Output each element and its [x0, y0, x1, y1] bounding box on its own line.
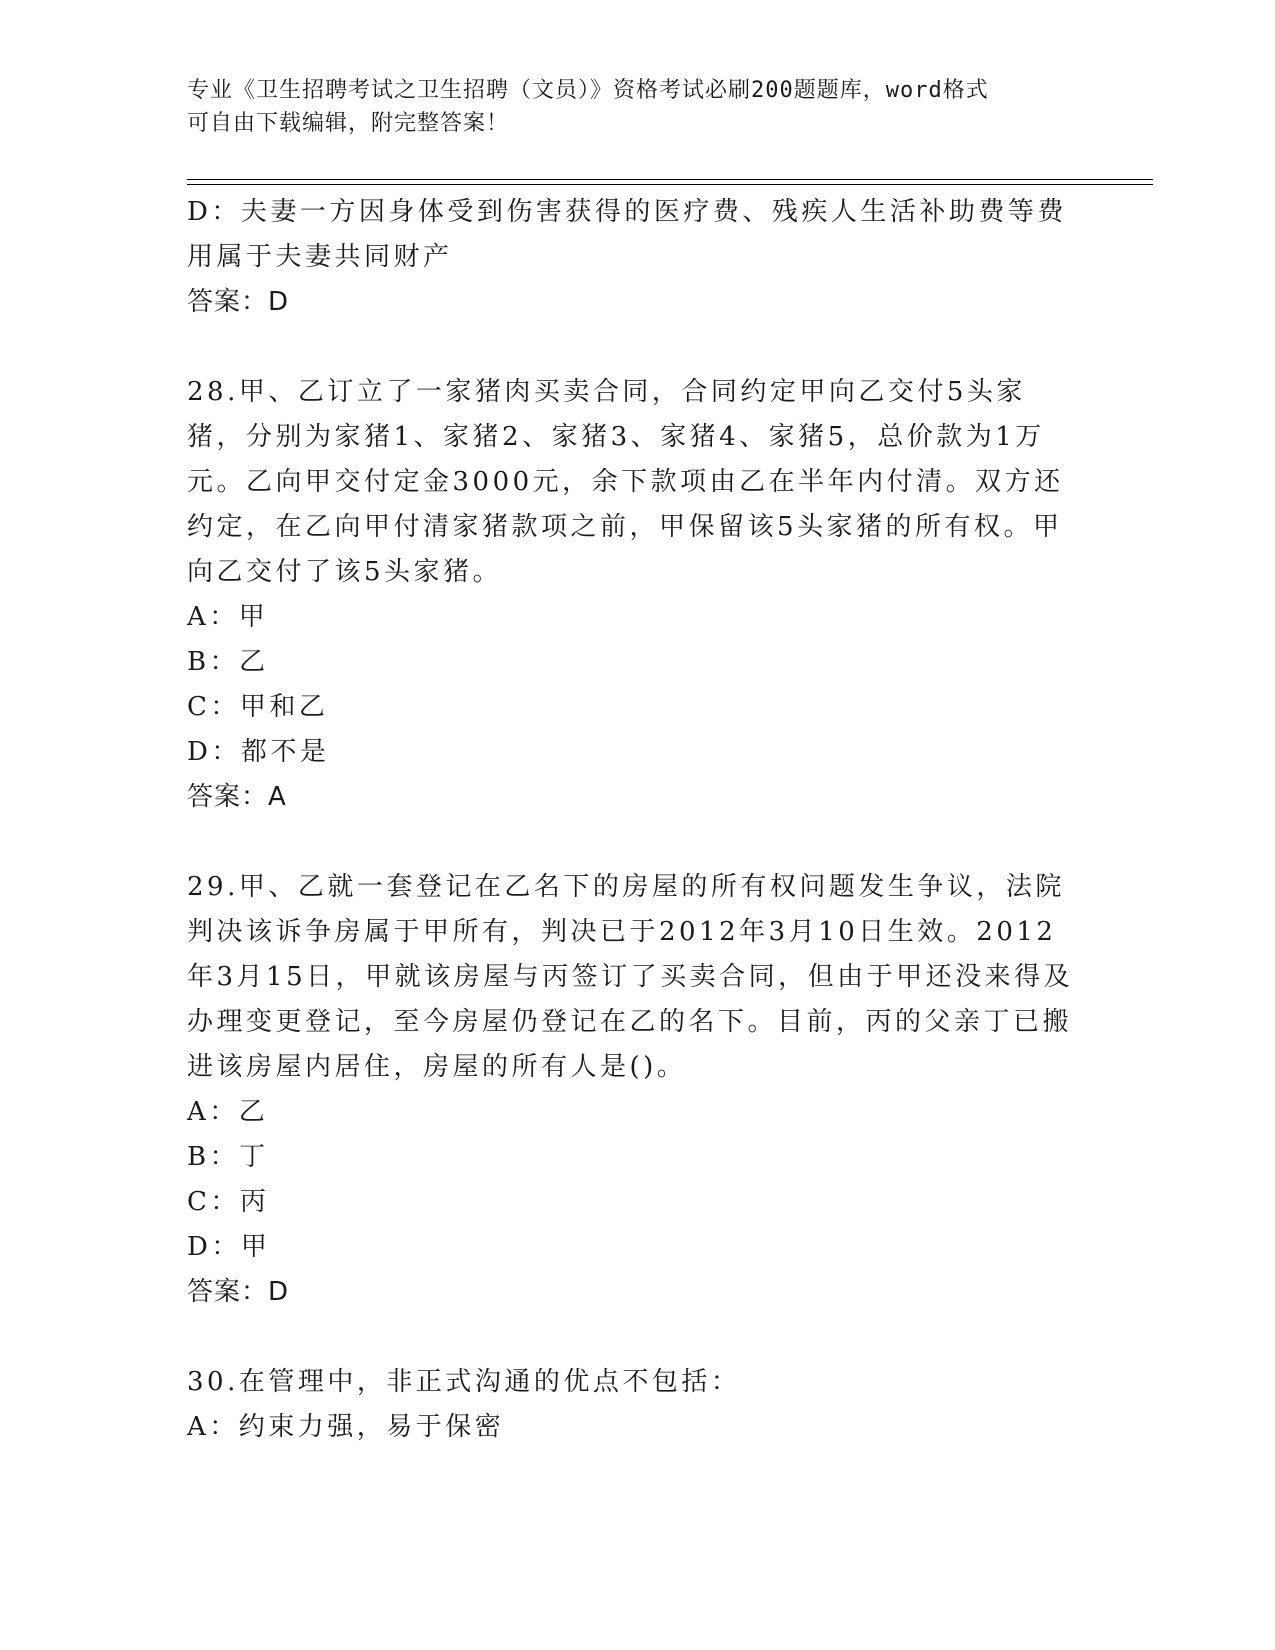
header-title-line-1: 专业《卫生招聘考试之卫生招聘（文员）》资格考试必刷200题题库，word格式 [187, 78, 989, 103]
option-a: A：乙 [187, 1097, 269, 1127]
header-title-line-2: 可自由下载编辑，附完整答案！ [187, 111, 510, 136]
option-b: B：乙 [187, 647, 269, 677]
document-header [187, 74, 1077, 140]
answer-line: 答案：D [187, 287, 290, 317]
question-28 [187, 370, 1077, 820]
spacer [187, 325, 1077, 370]
document-body [187, 190, 1077, 1450]
question-stem: 28.甲、乙订立了一家猪肉买卖合同，合同约定甲向乙交付5头家猪，分别为家猪1、家猪2、家猪3、家猪4、家猪5，总价款为1万元。乙向甲交付定金3000元，余下款项由乙在半年内付清。双方还约定，在乙向甲付清家猪款项之前，甲保留该5头家猪的所有权。甲向乙交付了该5头家猪。 [187, 377, 1064, 587]
option-b: B：丁 [187, 1142, 269, 1172]
option-d: D：夫妻一方因身体受到伤害获得的医疗费、残疾人生活补助费等费用属于夫妻共同财产 [187, 197, 1067, 272]
question-stem: 29.甲、乙就一套登记在乙名下的房屋的所有权问题发生争议，法院判决该诉争房属于甲所有，判决已于2012年3月10日生效。2012年3月15日，甲就该房屋与丙签订了买卖合同，但由于甲还没来得及办理变更登记，至今房屋仍登记在乙的名下。目前，丙的父亲丁已搬进该房屋内居住，房屋的所有人是()。 [187, 872, 1074, 1082]
question-29 [187, 865, 1077, 1315]
spacer [187, 820, 1077, 865]
option-d: D：都不是 [187, 737, 330, 767]
option-c: C：丙 [187, 1187, 270, 1217]
answer-line: 答案：A [187, 782, 287, 812]
header-rule-top [187, 179, 1153, 180]
option-d: D：甲 [187, 1232, 271, 1262]
question-27-tail [187, 190, 1077, 325]
header-rule-bottom [187, 184, 1153, 185]
question-30 [187, 1360, 1077, 1450]
option-a: A：约束力强，易于保密 [187, 1412, 505, 1442]
option-c: C：甲和乙 [187, 692, 329, 722]
spacer [187, 1315, 1077, 1360]
question-stem: 30.在管理中，非正式沟通的优点不包括： [187, 1367, 741, 1397]
option-a: A：甲 [187, 602, 269, 632]
answer-line: 答案：D [187, 1277, 290, 1307]
